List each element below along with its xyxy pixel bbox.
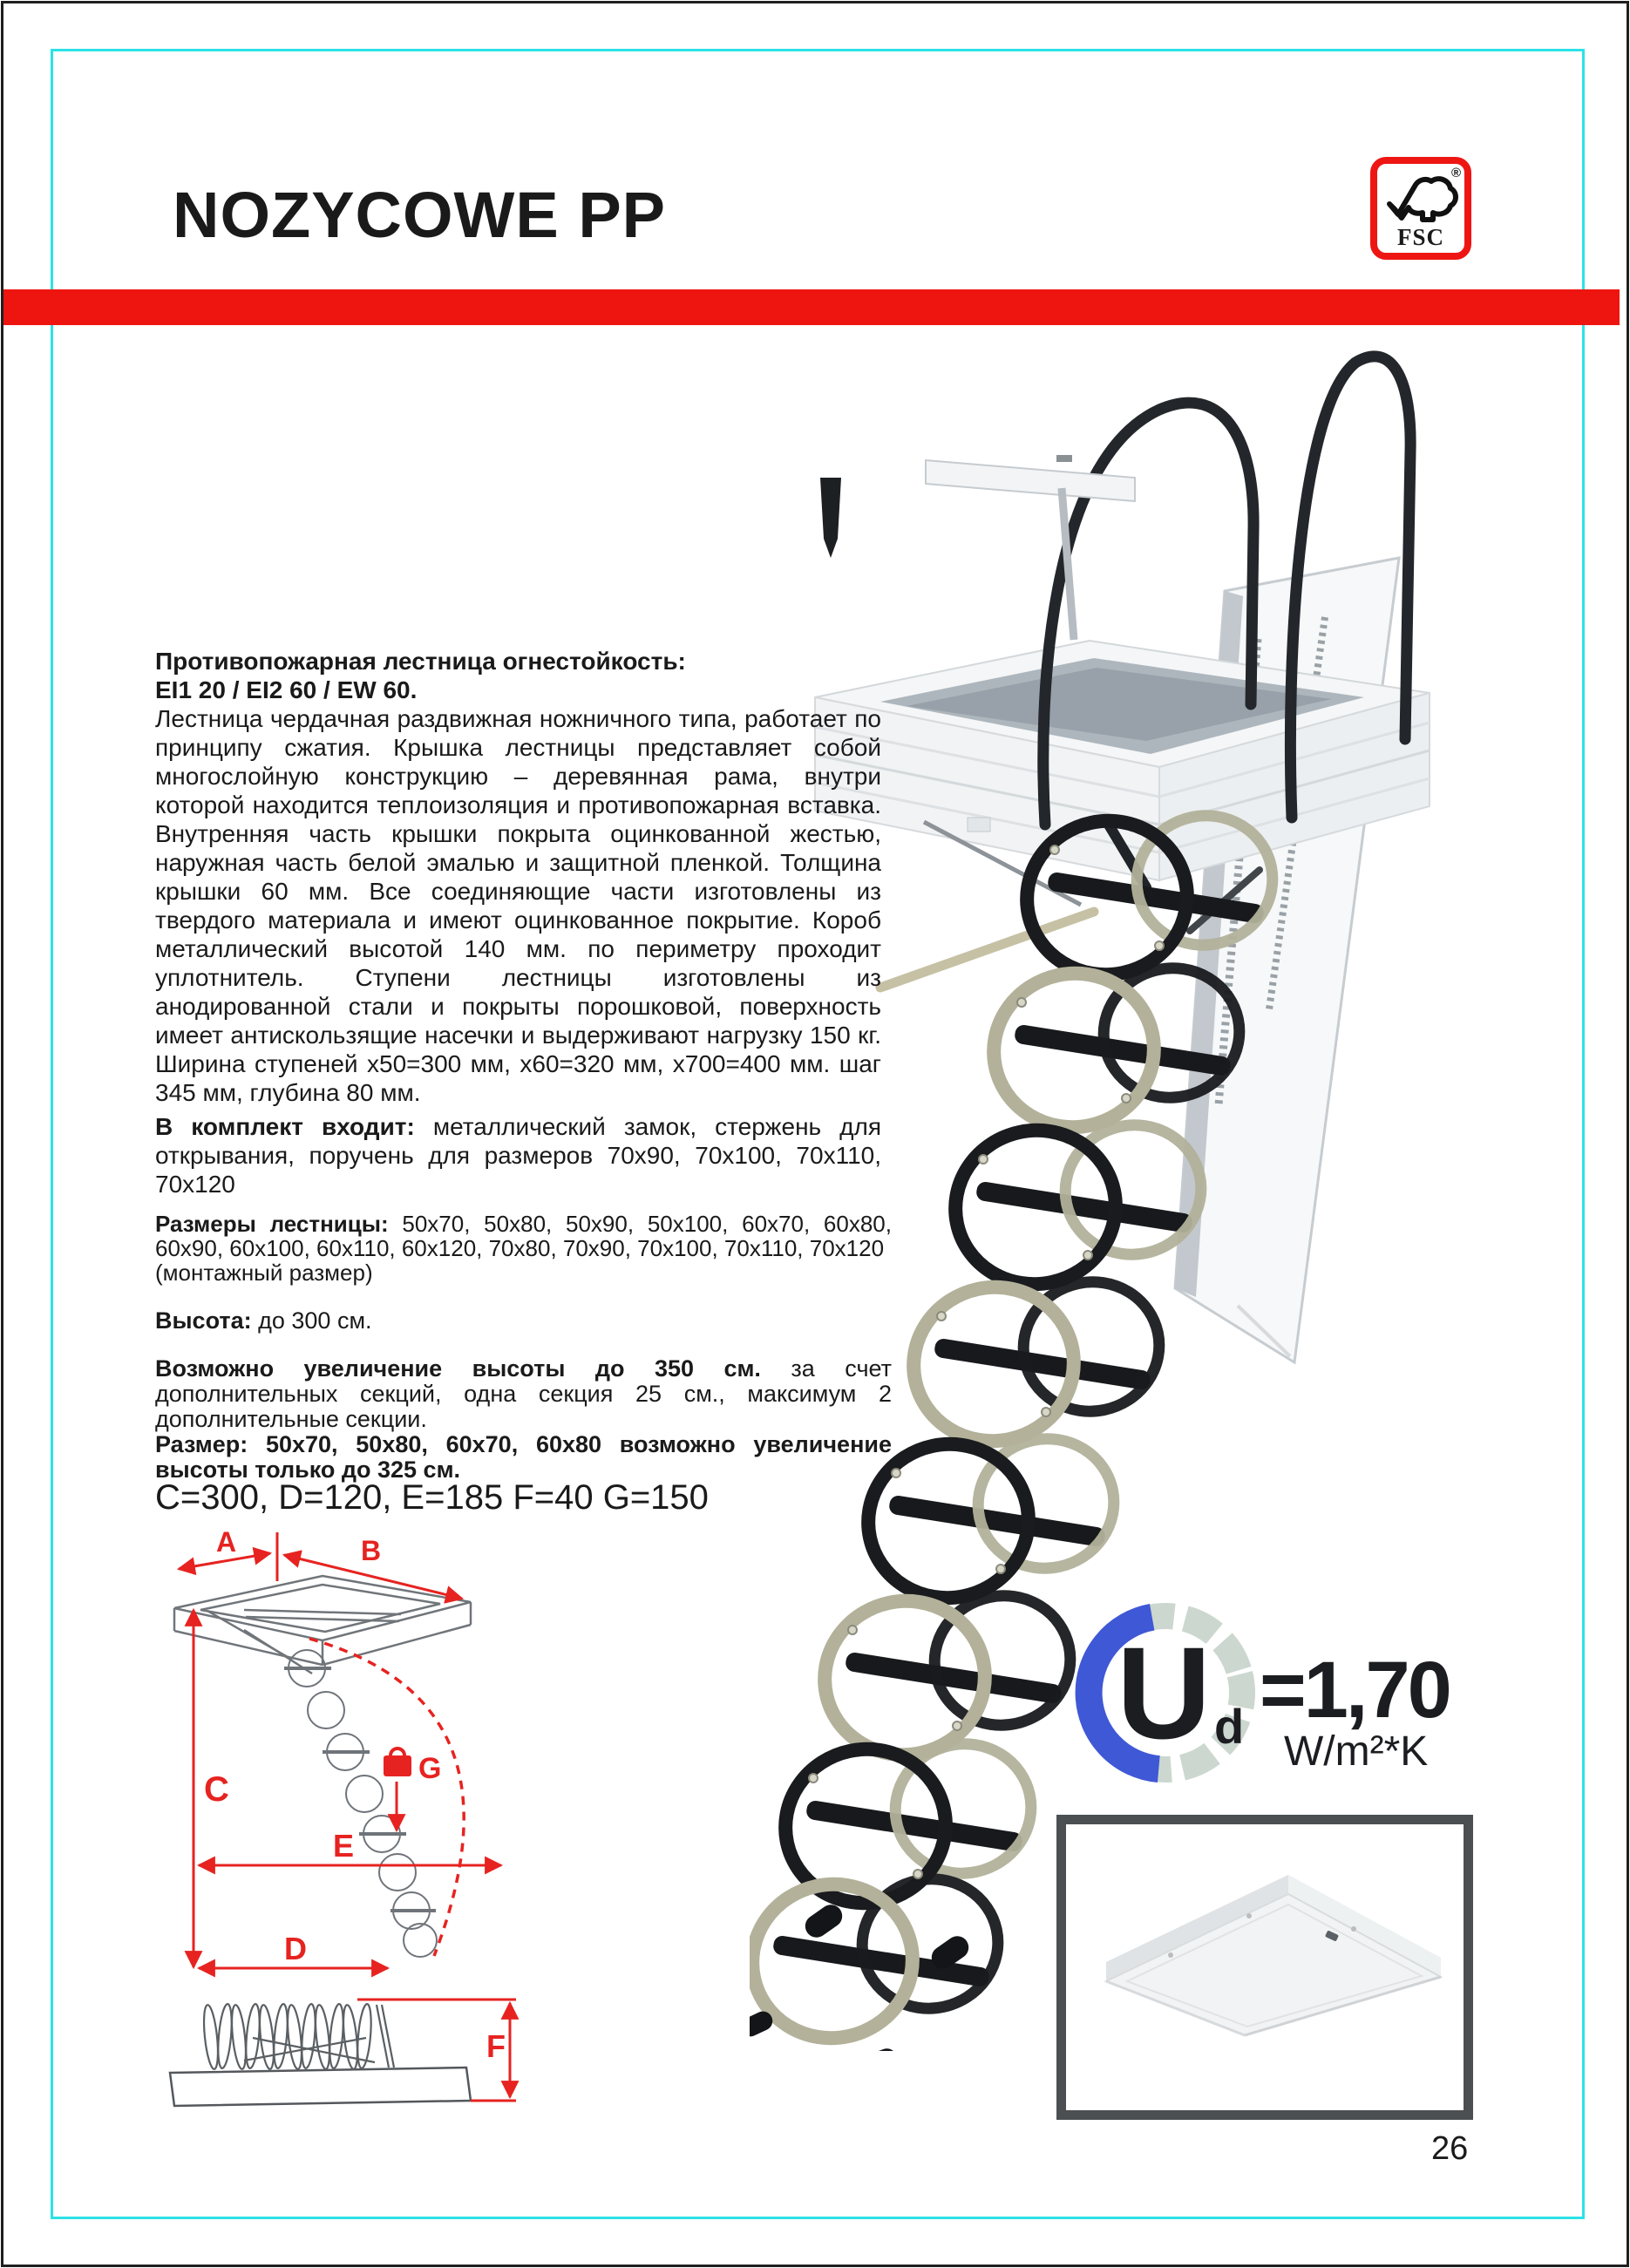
extension-size-note: Размер: 50x70, 50x80, 60x70, 60x80 возможно увеличение высоты только до 325 см. <box>155 1431 892 1483</box>
height-value: до 300 см. <box>251 1307 372 1334</box>
top-rail-bar <box>926 455 1135 640</box>
ladder-sizes <box>155 1212 892 1285</box>
dim-label-d: D <box>284 1931 307 1966</box>
closed-hatch-illustration <box>1066 1824 1464 2110</box>
u-symbol: U <box>1117 1620 1212 1766</box>
lock-rod-icon <box>820 478 841 558</box>
fsc-logo <box>1370 157 1471 260</box>
extension-bold: Возможно увеличение высоты до 350 см. <box>155 1355 761 1382</box>
registered-mark-icon: ® <box>1450 166 1461 180</box>
sizes-note: (монтажный размер) <box>155 1260 373 1286</box>
fire-rating-heading: Противопожарная лестница огнестойкость: <box>155 648 686 675</box>
dim-label-e: E <box>333 1828 355 1864</box>
u-value-badge <box>1059 1588 1469 1806</box>
kit-text: металлический замок, стержень для открывания, поручень для размеров 70x90, 70x100, 70x110, 70x120 <box>155 1113 881 1198</box>
height-extension-spec <box>155 1356 892 1483</box>
dim-label-a: A <box>216 1527 237 1558</box>
page-number: 26 <box>1431 2130 1469 2167</box>
dim-label-f: F <box>486 2028 506 2064</box>
product-description <box>155 647 881 1107</box>
dimension-values-line: C=300, D=120, E=185 F=40 G=150 <box>155 1478 709 1517</box>
fsc-tree-icon <box>1377 169 1464 225</box>
fsc-label: FSC <box>1396 224 1444 250</box>
u-unit: W/m²*K <box>1284 1728 1429 1775</box>
height-label: Высота: <box>155 1307 252 1334</box>
extension-text: за счет дополнительных секций, одна секция 25 см., максимум 2 дополнительные секции. <box>155 1355 892 1432</box>
sizes-label: Размеры лестницы: <box>155 1211 389 1237</box>
folded-ladder-view <box>170 2000 516 2106</box>
u-value: =1,70 <box>1260 1646 1450 1735</box>
dim-label-c: C <box>204 1770 229 1809</box>
diagram-ladder-chain <box>284 1650 437 1957</box>
dim-label-g: G <box>418 1752 442 1785</box>
dimension-diagram <box>113 1527 636 2137</box>
u-subscript: d <box>1214 1699 1245 1754</box>
closed-hatch-photo <box>1056 1815 1473 2120</box>
weight-icon <box>384 1749 411 1776</box>
kit-label: В комплект входит: <box>155 1113 415 1140</box>
height-spec <box>155 1307 881 1334</box>
kit-contents <box>155 1112 881 1199</box>
description-text: Лестница чердачная раздвижная ножничного типа, работает по принципу сжатия. Крышка лестницы представляет собой многослойную конструкцию – деревянная рама, внутри которой находится теплоизоляция и противопожарная вставка. Внутренняя часть крышки покрыта оцинкованной жестью, наружная часть белой эмалью и защитной пленкой. Толщина крышки 60 мм. Все соединяющие части изготовлены из твердого материала и имеют оцинкованное покрытие. Короб металлический высотой 140 мм. по периметру проходит уплотнитель. Ступени лестницы изготовлены из анодированной стали и покрыты порошковой, поверхность имеет антискользящие насечки и выдерживают нагрузку 150 кг. Ширина ступеней x50=300 мм, x60=320 мм, x700=400 мм. шаг 345 мм, глубина 80 мм. <box>155 705 881 1106</box>
red-accent-bar <box>3 289 1620 325</box>
sizes-list: 50x70, 50x80, 50x90, 50x100, 60x70, 60x80, 60x90, 60x100, 60x110, 60x120, 70x80, 70x90, 70x100, 70x110, 70x120 <box>155 1211 892 1261</box>
dim-label-b: B <box>361 1535 382 1566</box>
fire-rating-value: EI1 20 / EI2 60 / EW 60. <box>155 676 418 703</box>
page-title: NOZYCOWE PP <box>173 179 667 251</box>
